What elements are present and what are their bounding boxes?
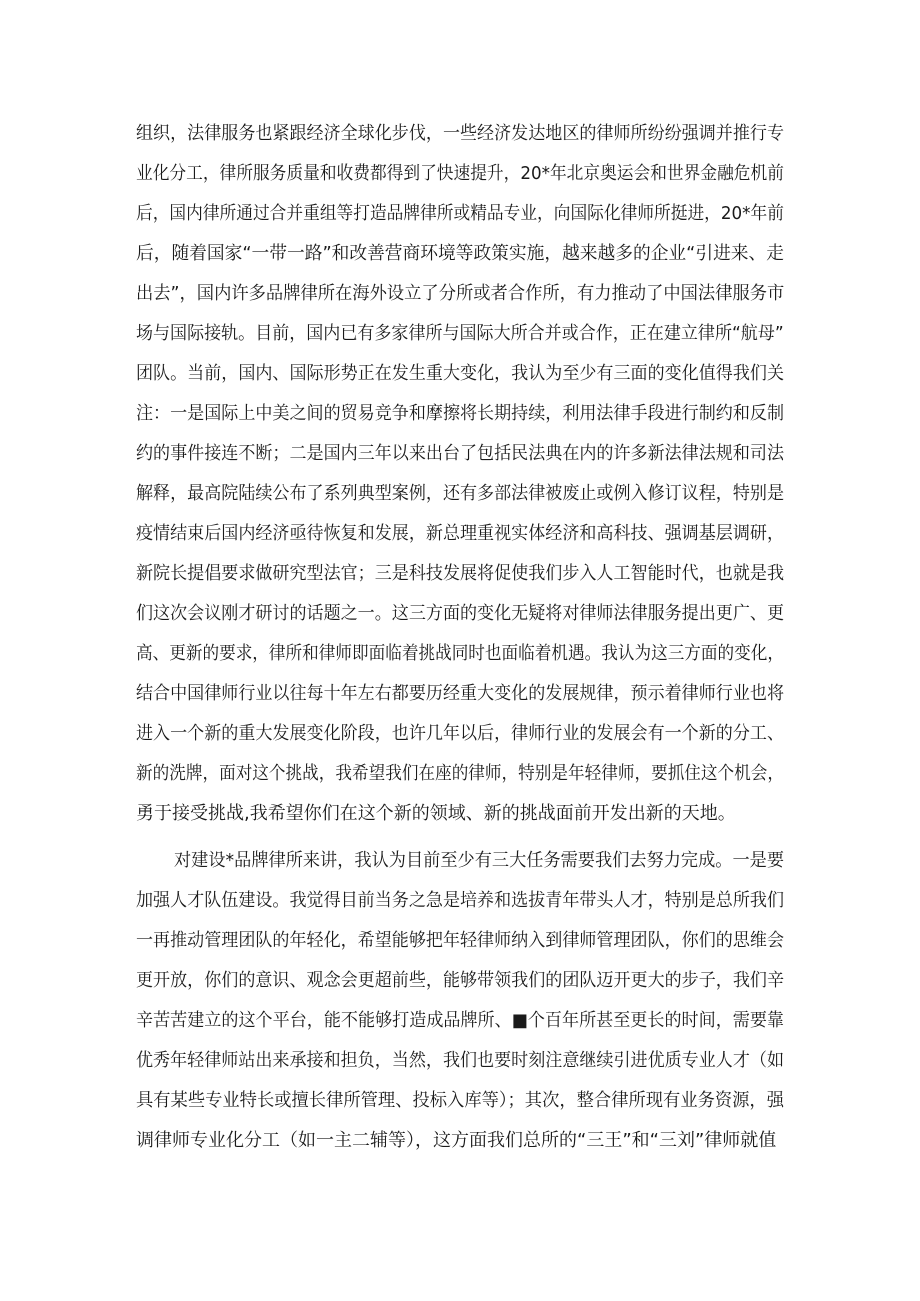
text-line: 约的事件接连不断；二是国内三年以来出台了包括民法典在内的许多新法律法规和司法 xyxy=(136,443,784,464)
text-line: 结合中国律师行业以往每十年左右都要历经重大变化的发展规律，预示着律师行业也将 xyxy=(136,683,784,704)
text-line: 辛苦苦建立的这个平台，能不能够打造成品牌所、■个百年所甚至更长的时间，需要靠 xyxy=(136,1010,785,1031)
text-line: 更开放，你们的意识、观念会更超前些，能够带领我们的团队迈开更大的步子，我们辛 xyxy=(136,970,784,991)
text-line: 调律师专业化分工（如一主二辅等），这方面我们总所的“三王”和“三刘”律师就值 xyxy=(136,1130,777,1151)
text-line: 团队。当前，国内、国际形势正在发生重大变化，我认为至少有三面的变化值得我们关 xyxy=(136,363,784,384)
text-line: 新院长提倡要求做研究型法官；三是科技发展将促使我们步入人工智能时代，也就是我 xyxy=(136,563,784,584)
text-line: 组织，法律服务也紧跟经济全球化步伐，一些经济发达地区的律师所纷纷强调并推行专 xyxy=(136,123,784,144)
text-line: 优秀年轻律师站出来承接和担负，当然，我们也要时刻注意继续引进优质专业人才（如 xyxy=(136,1050,784,1071)
text-line: 后，国内律所通过合并重组等打造品牌律所或精品专业，向国际化律师所挺进，20*年前 xyxy=(136,203,784,224)
text-line: 场与国际接轨。目前，国内已有多家律所与国际大所合并或合作，正在建立律所“航母” xyxy=(136,323,784,344)
text-line: 疫情结束后国内经济亟待恢复和发展，新总理重视实体经济和高科技、强调基层调研， xyxy=(136,523,784,544)
text-line: 解释，最高院陆续公布了系列典型案例，还有多部法律被废止或例入修订议程，特别是 xyxy=(136,483,784,504)
text-line: 加强人才队伍建设。我觉得目前当务之急是培养和选拔青年带头人才，特别是总所我们 xyxy=(136,890,784,911)
text-line: 业化分工，律所服务质量和收费都得到了快速提升，20*年北京奥运会和世界金融危机前 xyxy=(136,163,784,184)
text-line: 具有某些专业特长或擅长律所管理、投标入库等）；其次，整合律所现有业务资源，强 xyxy=(136,1090,784,1111)
text-line: 一再推动管理团队的年轻化，希望能够把年轻律师纳入到律师管理团队，你们的思维会 xyxy=(136,930,784,951)
text-line: 进入一个新的重大发展变化阶段，也许几年以后，律师行业的发展会有一个新的分工、 xyxy=(136,723,784,744)
text-line: 注：一是国际上中美之间的贸易竞争和摩擦将长期持续，利用法律手段进行制约和反制 xyxy=(136,403,784,424)
text-line: 出去”，国内许多品牌律所在海外设立了分所或者合作所，有力推动了中国法律服务市 xyxy=(136,283,785,304)
text-line: 们这次会议刚才研讨的话题之一。这三方面的变化无疑将对律师法律服务提出更广、更 xyxy=(136,603,784,624)
text-line: 后，随着国家“一带一路”和改善营商环境等政策实施，越来越多的企业“引进来、走 xyxy=(136,243,784,264)
text-line: 新的洗牌，面对这个挑战，我希望我们在座的律师，特别是年轻律师，要抓住这个机会， xyxy=(136,763,784,784)
text-line: 勇于接受挑战,我希望你们在这个新的领域、新的挑战面前开发出新的天地。 xyxy=(136,803,736,824)
text-line: 高、更新的要求，律所和律师即面临着挑战同时也面临着机遇。我认为这三方面的变化， xyxy=(136,643,784,664)
text-line: 对建设*品牌律所来讲，我认为目前至少有三大任务需要我们去努力完成。一是要 xyxy=(174,850,784,871)
